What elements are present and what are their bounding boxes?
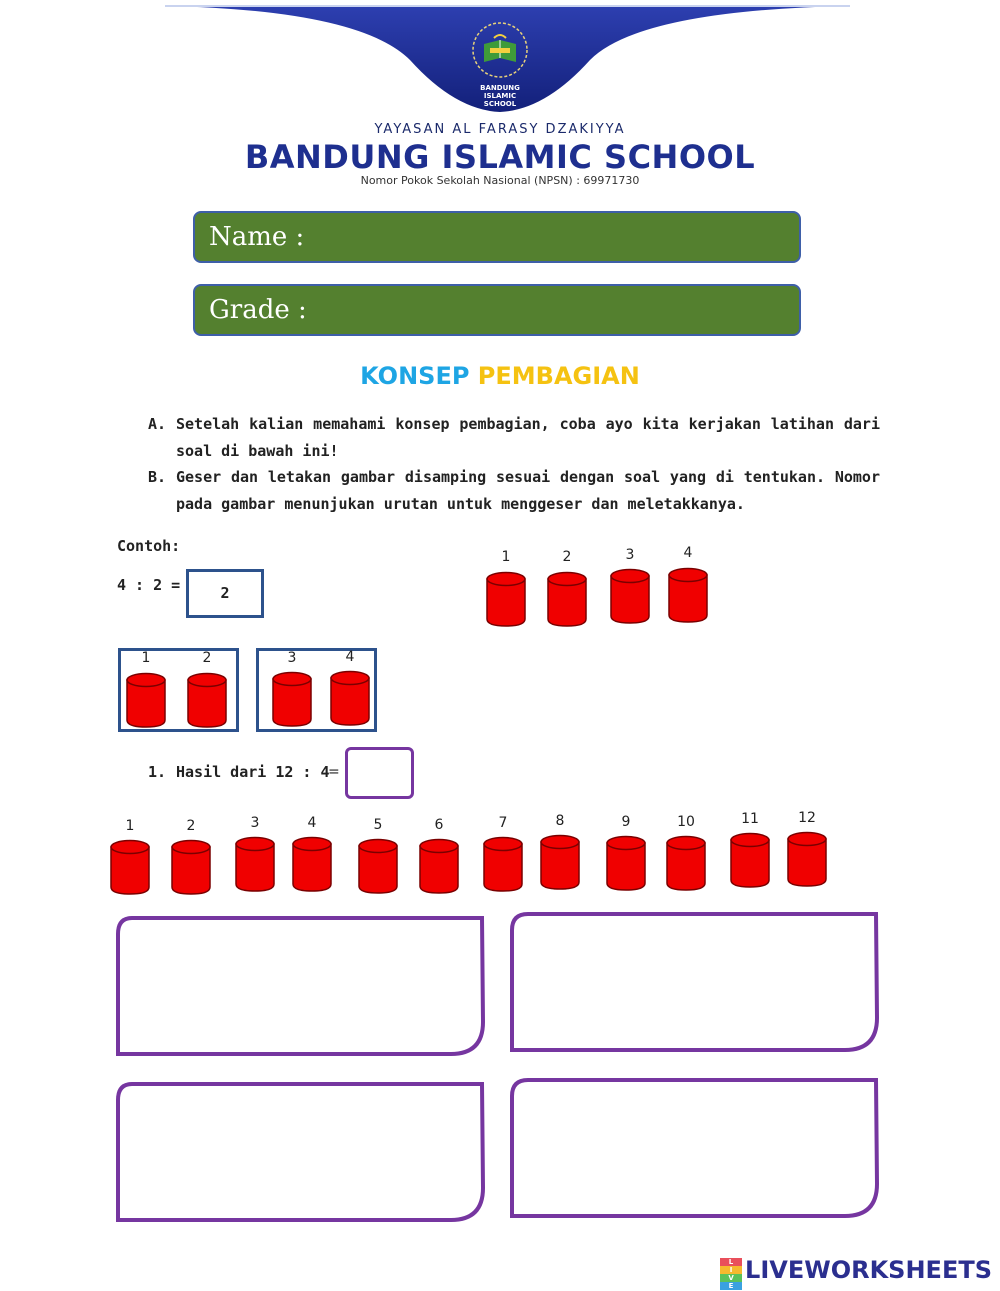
question-1-drag-cylinder[interactable] [292,836,332,896]
cylinder-icon [787,831,827,887]
foundation-name: YAYASAN AL FARASY DZAKIYYA [374,122,626,137]
question-1-drag-number: 5 [373,817,383,833]
cylinder-icon [330,670,370,726]
name-field[interactable] [193,211,801,263]
example-heading: Contoh: [117,537,181,555]
cylinder-icon [547,571,587,627]
cylinder-icon [187,672,227,728]
example-answer: 2 [220,584,230,602]
cylinder-icon [419,838,459,894]
cylinder-icon [540,834,580,890]
logo-line-1: BANDUNG [480,84,520,92]
question-1-drag-cylinder[interactable] [110,839,150,899]
question-1-drag-number: 4 [307,815,317,831]
question-1-answer-input[interactable] [345,747,414,799]
example-group-number: 3 [287,650,297,666]
page-title [0,362,1000,390]
title-word-konsep: KONSEP [360,362,470,390]
example-group-number: 1 [141,650,151,666]
example-group-cylinder[interactable] [126,672,166,732]
question-1-drag-number: 1 [125,818,135,834]
question-1-drag-cylinder[interactable] [606,835,646,895]
example-group-cylinder[interactable] [330,670,370,730]
cylinder-icon [668,567,708,623]
example-drag-number: 3 [625,547,635,563]
example-group-cylinder[interactable] [272,671,312,731]
instruction-b [148,464,880,518]
question-1-label: 1. [148,763,167,781]
example-group-number: 4 [345,649,355,665]
example-equation: 4 : 2 = [117,576,181,594]
cylinder-icon [171,839,211,895]
badge-letter: L [720,1258,742,1266]
cylinder-icon [666,835,706,891]
example-drag-number: 1 [501,549,511,565]
question-1-drag-cylinder[interactable] [666,835,706,895]
question-1-drag-number: 3 [250,815,260,831]
drop-zone-4[interactable] [512,1080,877,1216]
npsn-text: Nomor Pokok Sekolah Nasional (NPSN) : 69971730 [360,174,640,187]
badge-letter: E [720,1282,742,1290]
drop-zone-3[interactable] [118,1084,483,1220]
example-group-cylinder[interactable] [187,672,227,732]
school-logo [470,20,530,108]
question-1-drag-number: 11 [741,811,759,827]
example-drag-cylinder[interactable] [547,571,587,631]
cylinder-icon [606,835,646,891]
cylinder-icon [110,839,150,895]
question-1-drag-cylinder[interactable] [483,836,523,896]
title-word-pembagian: PEMBAGIAN [477,362,640,390]
cylinder-icon [272,671,312,727]
logo-line-3: SCHOOL [483,100,517,108]
logo-line-2: ISLAMIC [483,92,517,100]
example-drag-number: 4 [683,545,693,561]
question-1-drag-number: 12 [798,810,816,826]
question-1-drag-cylinder[interactable] [358,838,398,898]
liveworksheets-logo [720,1256,992,1290]
grade-field[interactable] [193,284,801,336]
example-answer-box [186,569,264,618]
question-1-drag-number: 8 [555,813,565,829]
example-drag-cylinder[interactable] [486,571,526,631]
question-1-drag-cylinder[interactable] [171,839,211,899]
liveworksheets-badge-icon [720,1258,742,1290]
question-1-drag-number: 6 [434,817,444,833]
question-1-drag-number: 7 [498,815,508,831]
instruction-b-label: B. [148,468,167,486]
name-label: Name : [209,222,305,252]
question-1-equals: = [328,764,340,780]
question-1-drag-cylinder[interactable] [730,832,770,892]
cylinder-icon [610,568,650,624]
question-1-drag-cylinder[interactable] [787,831,827,891]
cylinder-icon [483,836,523,892]
question-1-drag-number: 2 [186,818,196,834]
book-emblem-icon [470,20,530,80]
question-1-text: Hasil dari 12 : 4 [176,763,330,781]
cylinder-icon [730,832,770,888]
question-1-drag-cylinder[interactable] [540,834,580,894]
school-name: BANDUNG ISLAMIC SCHOOL [244,138,756,176]
question-1-drag-cylinder[interactable] [419,838,459,898]
cylinder-icon [358,838,398,894]
cylinder-icon [292,836,332,892]
instruction-b-text: Geser dan letakan gambar disamping sesuai dengan soal yang di tentukan. Nomor pada gambar menunjukan urutan untuk menggeser dan meletakkanya. [176,468,880,513]
instruction-a [148,411,880,465]
example-drag-number: 2 [562,549,572,565]
cylinder-icon [235,836,275,892]
example-group-number: 2 [202,650,212,666]
instruction-a-text: Setelah kalian memahami konsep pembagian, coba ayo kita kerjakan latihan dari soal di bawah ini! [176,415,880,460]
cylinder-icon [486,571,526,627]
question-1-drag-number: 10 [677,814,695,830]
badge-letter: V [720,1274,742,1282]
question-1-drag-number: 9 [621,814,631,830]
cylinder-icon [126,672,166,728]
drop-zone-1[interactable] [118,918,483,1054]
liveworksheets-text: LIVEWORKSHEETS [745,1256,992,1284]
example-drag-cylinder[interactable] [668,567,708,627]
drop-zone-2[interactable] [512,914,877,1050]
drop-zones [110,908,890,1228]
question-1-drag-cylinder[interactable] [235,836,275,896]
example-drag-cylinder[interactable] [610,568,650,628]
grade-label: Grade : [209,295,307,325]
instruction-a-label: A. [148,415,167,433]
badge-letter: I [720,1266,742,1274]
